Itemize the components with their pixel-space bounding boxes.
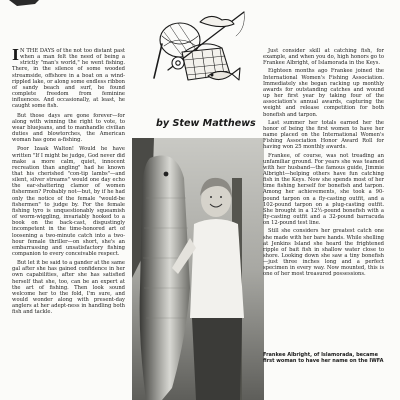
woman-with-tarpon-photo-icon — [132, 138, 264, 400]
article-paragraph: Eighteen months ago Frankee joined the International Women's Fishing Association. Immediately she began racking up monthly awards for outstanding catches and wound up her first year by taking four of the association's annual awards, capturing the weight and release competition for both bonefish and tarpon. — [263, 68, 384, 118]
article-lead-paragraph — [12, 48, 125, 110]
fishing-tackle-illustration-icon — [148, 6, 246, 92]
article-paragraph: Frankee, of course, was not treading an unfamiliar ground. For years she was teamed with her husband—the famous guide, Jimmie Albright—helping others have fun catching fish in the Keys. Now she spends most of her time fishing herself for bonefish and tarpon. Among her achievements, she took a 90-pound tarpon on a fly-casting outfit, and a 102-pound tarpon on a plug-casting outfit. She brought in a 12½-pound bonefish with a fly-casting outfit and a 32-pound barracuda on 12-pound test line. — [263, 152, 384, 227]
article-paragraph: Last summer her totals earned her the honor of being the first women to have her name placed on the International Women's Fishing Association Honor Award Roll for having won 25 monthly awards. — [263, 119, 384, 151]
drop-cap: I — [12, 48, 20, 64]
page-corner-mark-icon — [9, 0, 39, 8]
photo-caption: Frankee Albright, of Islamorada, became first woman to have her name on the IWFA — [263, 352, 384, 365]
article-byline: by Stew Matthews — [156, 118, 256, 129]
article-right-column — [263, 48, 384, 348]
article-paragraph: But let it be said to a gander at the same gal after she has gained confidence in her own capabilities, after she has satisfied herself that she, too, can be an expert at the art of fishing. Then look sound welcome her to the fold, I'm sure, and would wonder along with present-day anglers at her adept-ness in handling both fish and tackle. — [12, 260, 125, 316]
article-paragraph: Still she considers her greatest catch one she made with her bare hands. While shelling at Jenkins Island she heard the frightened ripple of bait fish in shallow water close to shore. Looking down she saw a tiny bonefish—just three inches long and a perfect specimen in every way. Now mounted, this is one of her most treasured possessions. — [263, 228, 384, 278]
article-paragraph: Poor Izaak Walton! Would he have written "If I might be judge, God never did make a more calm, quiet, innocent recreation than angling" had he known that his cherished "con-tip lambs"—and silent, silver streams" would one day echo the ear-shattering clamor of women fishermen? Probably not—but, by if he had only the notice of the female "would-be fishermen" to judge by. For the female fishing tyro is unquestionably squeamish of worm-wiggling, invariably hooked to a book on the back-cast, disgustingly incompetent in the time-honored art of loosening a two-minute catch into a two-hour female thriller—on short, she's an embarrassing and unsatisfactory fishing companion to every conceivable respect. — [12, 146, 125, 257]
article-paragraph: But those days are gone forever—for along with winning the right to vote, to wear bluejeans, and to manhandle civilian duties and blowtorches, the American woman has gone a-fishing. — [12, 112, 125, 144]
article-paragraph: Just consider skill at catching fish, for example, and when you do, high honors go to Frankee Albright, of Islamorada in the Keys. — [263, 48, 384, 67]
lead-paragraph-text: N THE DAYS of the not too distant past when a man felt the need of being a strictly "man's world," he went fishing. There, in the silence of some wooded streamside, offshore in a boat on a wind-rippled lake, or along some endless ribbon of sandy beach and surf, he found complete freedom from feminine influences. And occasionally, at least, he caught some fish. — [12, 48, 125, 110]
article-left-column — [12, 48, 125, 400]
